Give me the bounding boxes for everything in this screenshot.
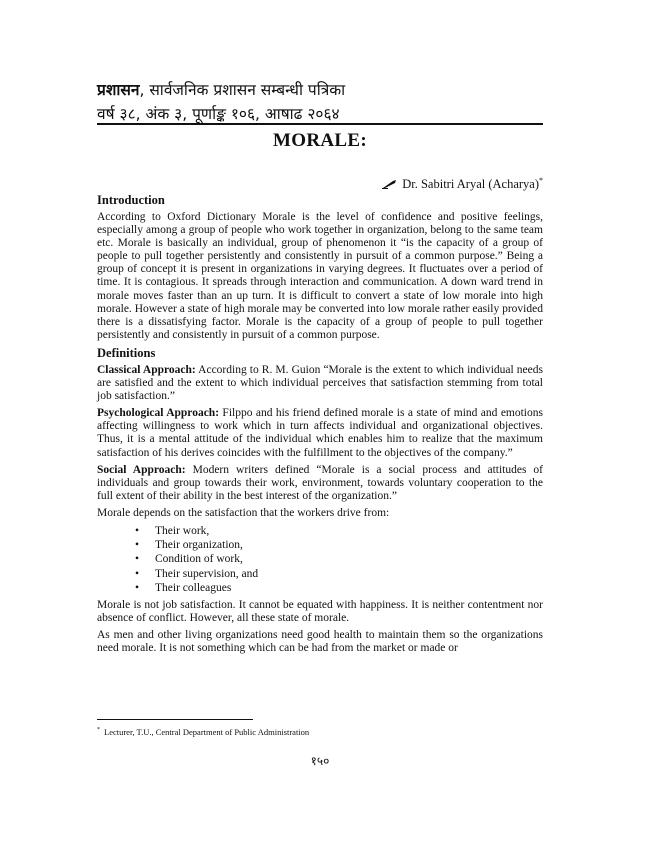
journal-header: [97, 78, 543, 126]
psychological-text: Filppo and his friend defined morale is a state of mind and emotions affecting willingness to work which in turn affects individual and organizational objectives. Thus, it is a mental attitude of the individual which enables him to realize that the maximum satisfaction of his derives coincides with the fulfillment to the objectives of the company.”: [97, 407, 543, 459]
journal-name: [97, 78, 543, 102]
social-paragraph: [97, 464, 543, 503]
list-item-text: Their colleagues: [155, 581, 232, 594]
footnote: [97, 727, 543, 737]
footnote-divider: [97, 719, 253, 720]
classical-lead: Classical Approach:: [97, 363, 196, 376]
pen-icon: [382, 179, 398, 189]
list-item: [135, 581, 543, 595]
bullet-icon: •: [135, 524, 140, 537]
list-item: [135, 524, 543, 538]
list-item-text: Condition of work,: [155, 553, 243, 566]
depends-intro: Morale depends on the satisfaction that the workers drive from:: [97, 506, 390, 519]
bullet-icon: •: [135, 581, 140, 594]
page-number: १५०: [310, 754, 330, 768]
psychological-lead: Psychological Approach:: [97, 407, 220, 420]
social-lead: Social Approach:: [97, 463, 186, 476]
list-item: [135, 552, 543, 566]
list-item-text: Their supervision, and: [155, 567, 259, 580]
bullet-icon: •: [135, 539, 140, 552]
footnote-text: Lecturer, T.U., Central Department of Public Administration: [104, 727, 310, 737]
list-item-text: Their work,: [155, 524, 210, 537]
classical-paragraph: [97, 364, 543, 403]
bullet-icon: •: [135, 553, 140, 566]
satisfaction-list: [97, 524, 543, 595]
list-item: [135, 567, 543, 581]
header-divider: [97, 123, 543, 125]
introduction-paragraph: According to Oxford Dictionary Morale is the level of confidence and positive feelings, especially among a group of people who work together in organization, belong to the same team etc. Morale is basically an individual, group of phenomenon it “is the capacity of a group of people to pull together persistently and consistently in pursuit of a common purpose.” Being a group of concept it is present in organizations in varying degrees. It fluctuates over a period of time. It is contagious. It spreads through interaction and communication. A down ward trend in morale moves faster than an up turn. It is difficult to convert a state of low morale into high morale. However a state of high morale may be converted into low morale rather easily provided there is a dissatisfying factor. Morale is the capacity of a group of people to pull together persistently and consistently in pursuit of a common purpose.: [97, 211, 543, 341]
journal-name-bold: प्रशासन: [97, 81, 140, 99]
bullet-icon: •: [135, 567, 140, 580]
definitions-heading: Definitions: [97, 345, 156, 360]
list-item: [135, 538, 543, 552]
social-text: Modern writers defined “Morale is a social process and attitudes of individuals and group towards their work, environment, towards voluntary cooperation to the full extent of their ability in the best interest of the organization.”: [97, 463, 544, 502]
health-paragraph: As men and other living organizations need good health to maintain them so the organizations need morale. It is not something which can be had from the market or made or: [97, 629, 543, 655]
journal-name-rest: , सार्वजनिक प्रशासन सम्बन्धी पत्रिका: [139, 81, 346, 99]
list-item-text: Their organization,: [155, 539, 243, 552]
journal-issue: वर्ष ३८, अंक ३, पूर्णाङ्क १०६, आषाढ २०६४: [97, 105, 340, 123]
not-job-satisfaction-paragraph: Morale is not job satisfaction. It cannot be equated with happiness. It is neither contentment nor absence of conflict. However, all these state of morale.: [97, 598, 543, 625]
footnote-marker: *: [97, 727, 100, 734]
author-line: [97, 176, 543, 192]
article-title: MORALE:: [273, 130, 367, 151]
author-name: Dr. Sabitri Aryal (Acharya): [402, 177, 539, 192]
author-footnote-marker: *: [539, 176, 543, 185]
article-body: [97, 193, 543, 659]
introduction-heading: Introduction: [97, 193, 165, 207]
classical-text: According to R. M. Guion “Morale is the extent to which individual needs are satisfied and the extent to which individual perceives that satisfaction stemming from total job satisfaction.”: [97, 363, 543, 403]
psychological-paragraph: [97, 407, 543, 459]
